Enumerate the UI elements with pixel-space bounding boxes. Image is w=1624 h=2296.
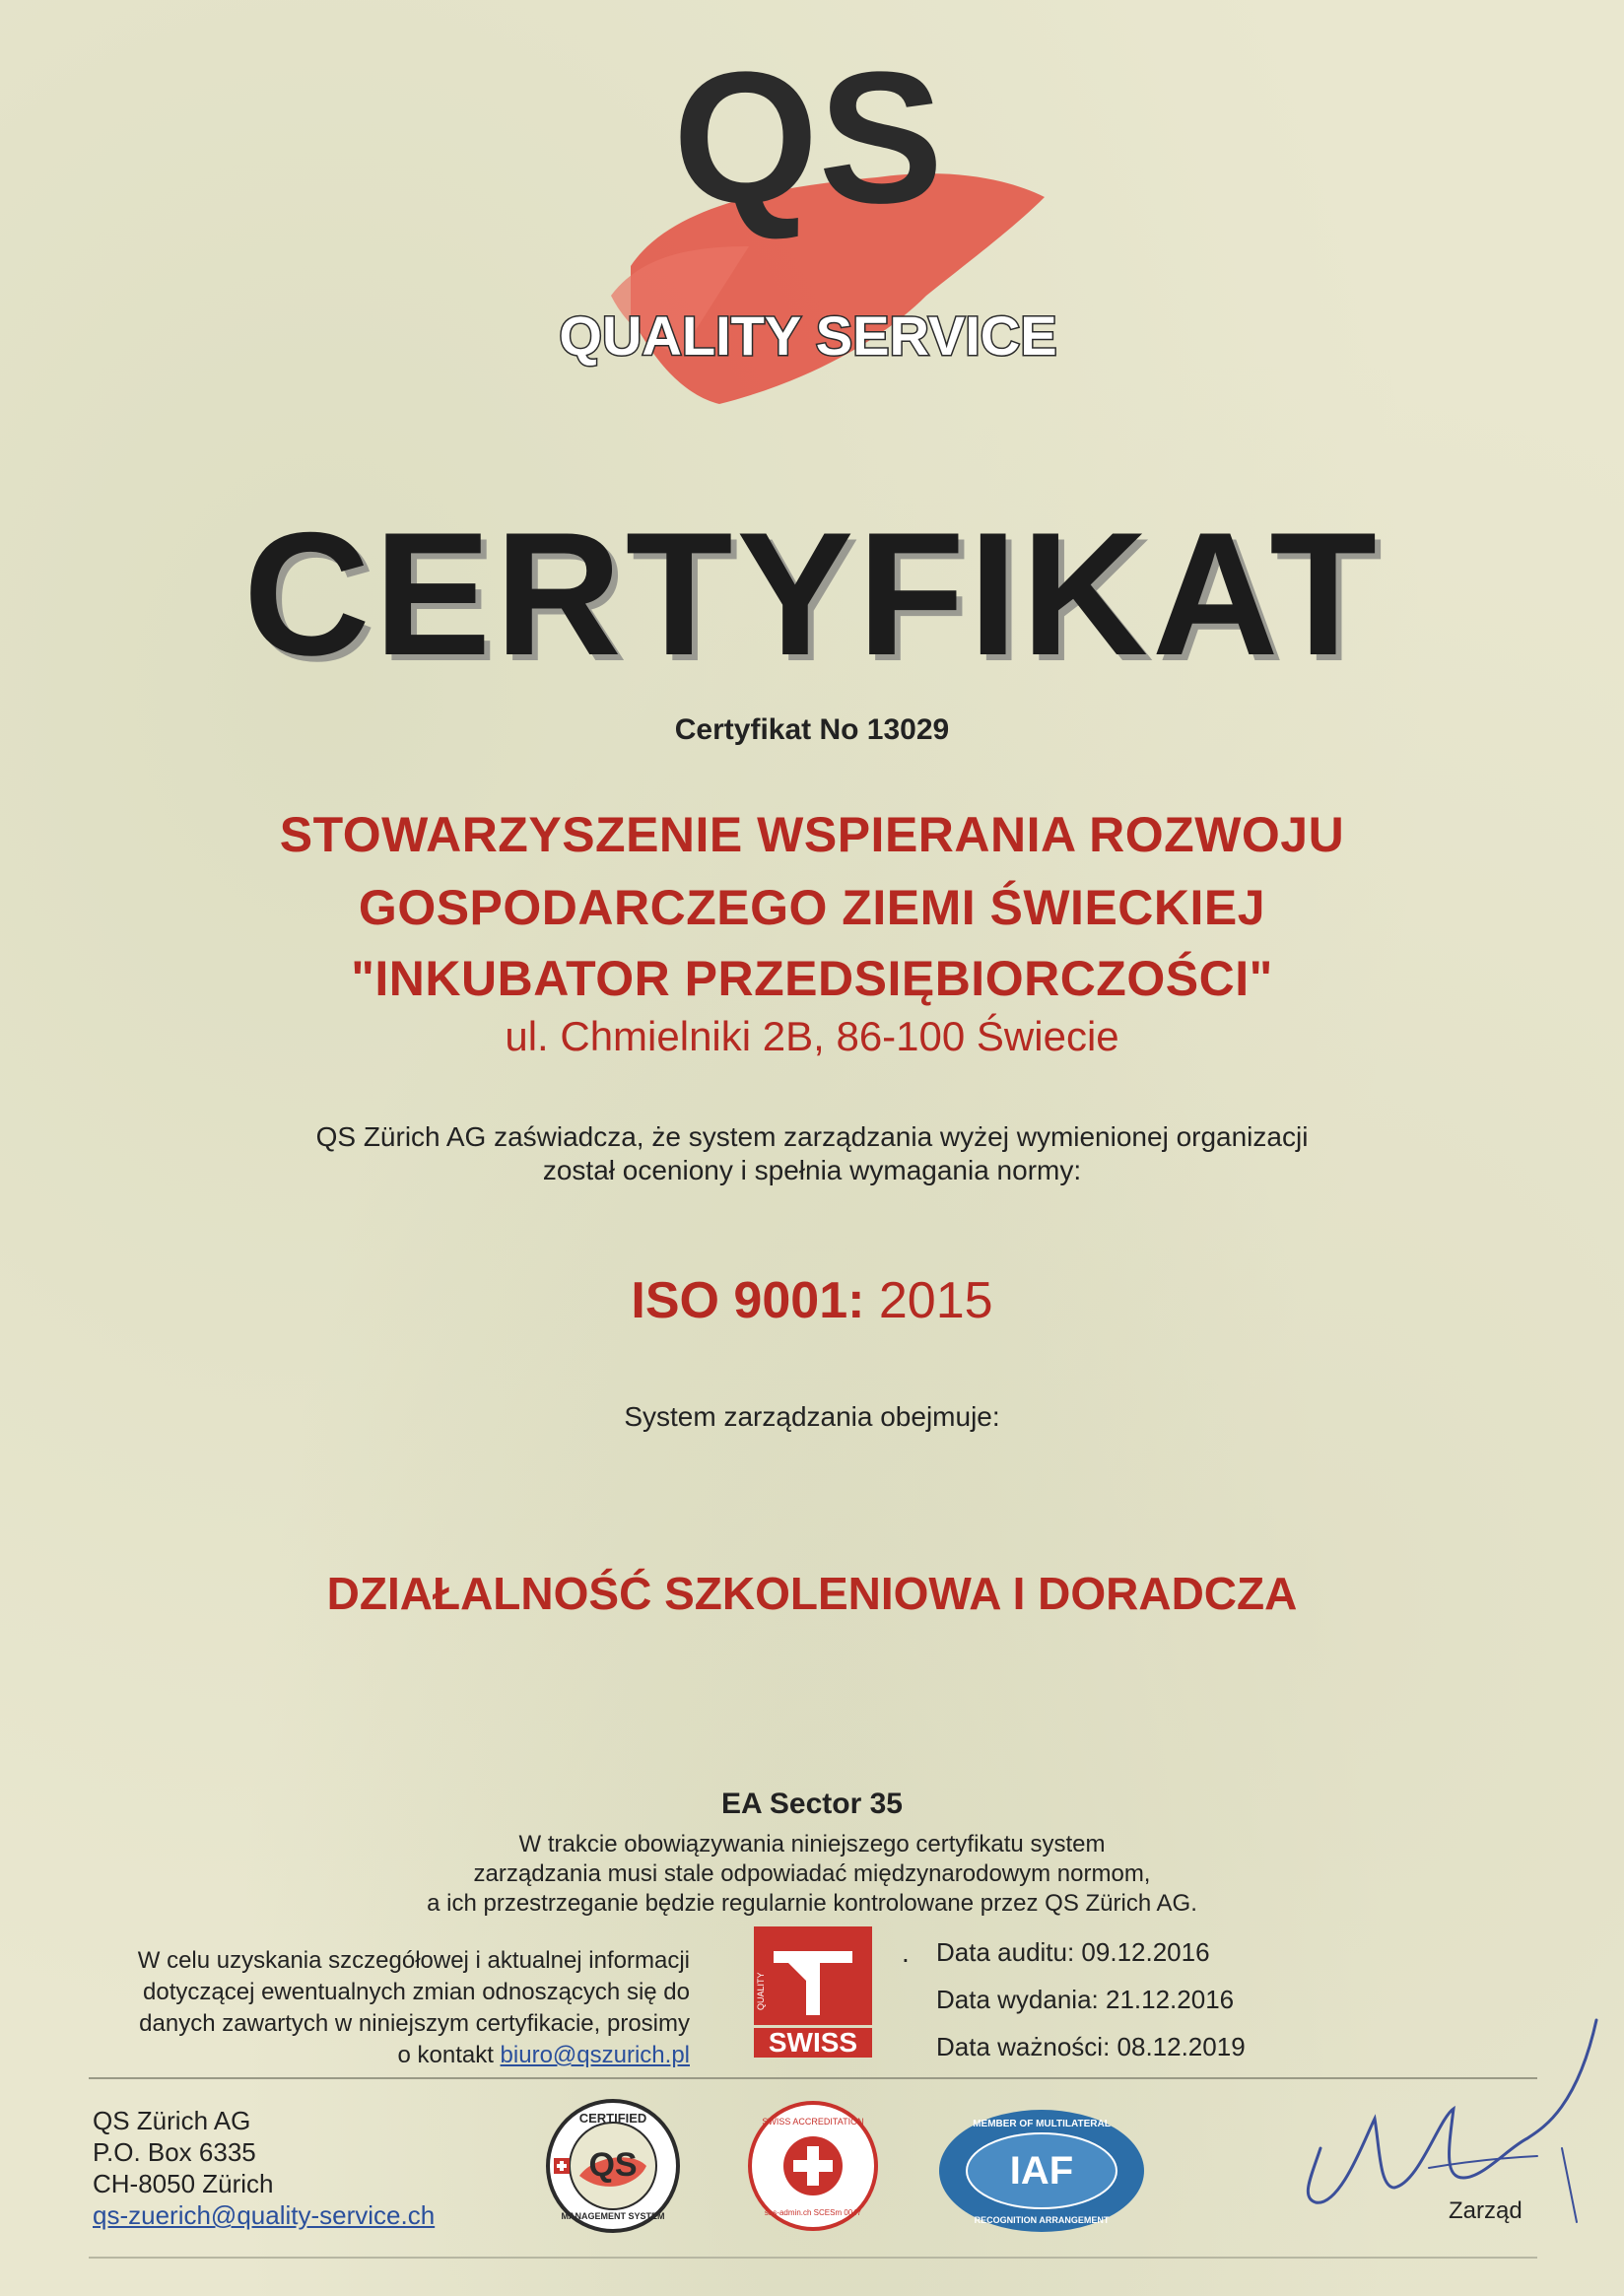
info-line-1: W celu uzyskania szczegółowej i aktualnej informacji [137,1947,690,1974]
cms-top-text: CERTIFIED [578,2111,647,2126]
company-address-block [93,2105,435,2231]
cms-seal-icon [544,2097,682,2235]
issue-date: Data wydania: 21.12.2016 [936,1985,1235,2014]
signature-role-label: Zarząd [1449,2197,1522,2224]
organization-address: ul. Chmielniki 2B, 86-100 Świecie [505,1013,1119,1059]
norm-year: 2015 [864,1272,993,1329]
info-line-4 [89,2040,690,2071]
organization-name-line-2: GOSPODARCZEGO ZIEMI ŚWIECKIEJ [358,880,1266,935]
iaf-top-text: MEMBER OF MULTILATERAL [973,2119,1111,2129]
swiss-mark-icon [749,1922,877,2060]
norm-standard [0,1271,1624,1330]
audit-date: Data auditu: 09.12.2016 [936,1937,1210,1967]
swiss-accreditation-icon [744,2097,882,2235]
sas-bottom-text: sas-admin.ch SCESm 0047 [764,2208,862,2217]
requirement-line-2: zarządzania musi stale odpowiadać międzynarodowym normom, [473,1860,1151,1887]
validity-date: Data ważności: 08.12.2019 [936,2032,1246,2061]
qs-quality-service-logo [552,59,1064,453]
iaf-membership-badge [936,2107,1148,2235]
organization-name-line-3: "INKUBATOR PRZEDSIĘBIORCZOŚCI" [351,951,1273,1006]
norm-code: ISO 9001: [631,1272,865,1329]
company-name: QS Zürich AG [93,2106,251,2135]
swiss-accreditation-badge [744,2097,882,2235]
requirement-line-1: W trakcie obowiązywania niniejszego certyfikatu system [518,1831,1106,1857]
sas-text: SWISS ACCREDITATION [762,2117,864,2127]
statement-line-1: QS Zürich AG zaświadcza, że system zarządzania wyżej wymienionej organizacji [315,1121,1309,1152]
company-website-link[interactable]: qs-zuerich@quality-service.ch [93,2200,436,2230]
info-note [89,1945,690,2071]
qs-tagline: QUALITY SERVICE [559,304,1057,367]
signature-graphic [1281,2000,1606,2237]
iaf-bottom-text: RECOGNITION ARRANGEMENT [974,2215,1110,2225]
requirement-line-3: a ich przestrzeganie będzie regularnie kontrolowane przez QS Zürich AG. [427,1890,1197,1917]
ea-sector: EA Sector 35 [721,1788,903,1820]
company-city: CH-8050 Zürich [93,2169,274,2198]
info-line-3: danych zawartych w niniejszym certyfikacie, prosimy [139,2010,690,2037]
handwritten-signature [1281,2000,1606,2237]
iaf-logo-icon [936,2107,1148,2235]
info-line-2: dotyczącej ewentualnych zmian odnoszących się do [143,1979,690,2005]
qs-letters: QS [672,59,944,242]
cms-bottom-text: MANAGEMENT SYSTEM [561,2211,665,2221]
company-po-box: P.O. Box 6335 [93,2137,256,2167]
bottom-divider [89,2257,1537,2259]
info-line-4-prefix: o kontakt [397,2042,501,2068]
scope-text: DZIAŁALNOŚĆ SZKOLENIOWA I DORADCZA [326,1568,1298,1619]
quality-swiss-mark [749,1922,877,2060]
swiss-mark-label: SWISS [768,2027,858,2058]
certified-management-system-badge [544,2097,682,2235]
contact-email-link[interactable]: biuro@qszurich.pl [500,2042,690,2068]
statement-line-2: został oceniony i spełnia wymagania normy: [542,1155,1082,1185]
organization-name-line-1: STOWARZYSZENIE WSPIERANIA ROZWOJU [279,807,1345,862]
certificate-number: Certyfikat No 13029 [674,713,950,746]
qs-logo-graphic [552,59,1064,453]
iaf-center-text: IAF [1009,2149,1074,2193]
swiss-mark-small: QUALITY [756,1972,766,2010]
cms-center-text: QS [588,2146,638,2184]
certificate-title: CERTYFIKAT [242,496,1382,692]
bullet-dot: . [902,1937,910,1968]
scope-label: System zarządzania obejmuje: [624,1401,1000,1432]
